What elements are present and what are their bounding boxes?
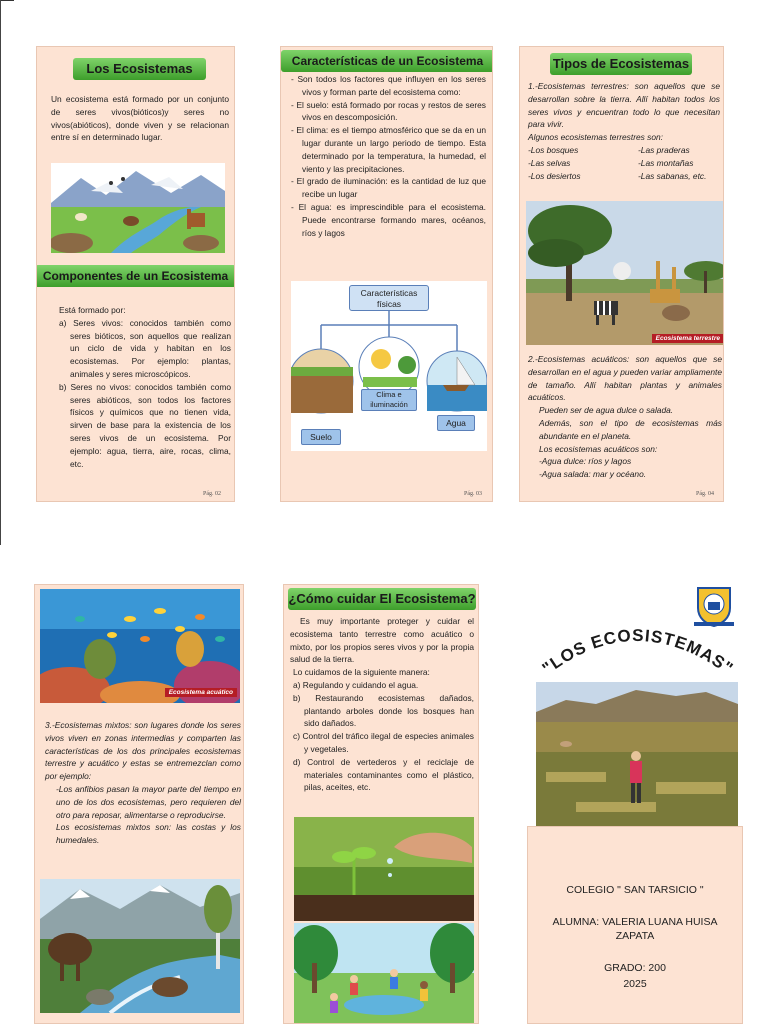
panel-como-cuidar — [283, 584, 479, 1024]
panel-title-tipos: Tipos de Ecosistemas — [550, 53, 692, 75]
mixtos-sub: -Los anfibios pasan la mayor parte del tiempo en uno de los dos ecosistemas, pero requieren del otro para reposar, alimentarse o reproducirse. — [56, 783, 241, 820]
terrestre-item: -Las montañas — [638, 157, 694, 168]
terrestre-item: -Los bosques — [528, 144, 579, 155]
panel-mixtos — [34, 584, 244, 1024]
acuaticos-sub: Los ecosistemas acuáticos son: — [539, 443, 658, 454]
componentes-list — [59, 317, 231, 471]
caracteristica-item: - El agua: es imprescindible para el ecosistema. Puede encontrarse formando mares, océanos, ríos y lagos — [291, 201, 486, 238]
acuaticos-item: -Agua dulce: ríos y lagos — [539, 456, 632, 467]
caracteristica-item: - El clima: es el tiempo atmosférico que se da en un lugar durante un largo periodo de tiempo. Esta determinado por la temperatura, la humedad, el viento y las precipitaciones. — [291, 125, 486, 174]
terrestre-item: -Las selvas — [528, 157, 571, 168]
terrestres-paragraph: 1.-Ecosistemas terrestres: son aquellos que se desarrollan sobre la tierra. Allí habitan todos los seres vivos y encuentran todo lo que necesitan para vivir. — [528, 81, 720, 130]
como-cuidar-text — [290, 615, 474, 794]
panel-title-caracteristicas: Características de un Ecosistema — [281, 50, 493, 72]
panel-title-como-cuidar: ¿Cómo cuidar El Ecosistema? — [288, 588, 476, 610]
page-number: Pág. 02 — [203, 491, 221, 497]
page-number: Pág. 03 — [464, 491, 482, 497]
panel-title-los-ecosistemas: Los Ecosistemas — [73, 58, 206, 80]
terrestre-item: -Las sabanas, etc. — [638, 170, 707, 181]
caracteristicas-diagram — [291, 281, 487, 451]
terrestres-row — [528, 157, 720, 170]
mixtos-text — [45, 719, 241, 847]
terrestre-item: -Las praderas — [638, 144, 690, 155]
terrestre-photo — [526, 201, 724, 345]
grado: GRADO: 200 — [604, 962, 666, 974]
terrestres-row — [528, 144, 720, 157]
como-cuidar-item: d) Control de vertederos y el reciclaje de materiales contaminantes como el plástico, pilas, aceites, etc. — [293, 756, 474, 793]
panel-title-componentes: Componentes de un Ecosistema — [36, 265, 235, 287]
caracteristica-item: - Son todos los factores que influyen en los seres vivos y forman parte del ecosistema como: — [291, 74, 486, 97]
ecosystem-illustration — [51, 163, 225, 253]
como-cuidar-intro: Es muy importante proteger y cuidar el ecosistema tanto terrestre como acuático o mixto, por los propios seres vivos y por la propia salud de la tierra. — [290, 616, 474, 665]
componente-item: a) Seres vivos: conocidos también como seres bióticos, son aquellos que realizan un ciclo de vida y habitan en los ecosistemas. Por ejemplo: plantas, animales y seres microscópicos. — [59, 317, 231, 379]
cover-panel — [536, 584, 738, 826]
cover-title-arc — [536, 594, 738, 694]
como-cuidar-item: a) Regulando y cuidando el agua. — [293, 679, 419, 690]
diagram-node-suelo: Suelo — [301, 429, 341, 445]
componentes-intro: Está formado por: — [59, 305, 126, 315]
anio: 2025 — [623, 978, 647, 990]
cover-landscape-photo — [536, 682, 738, 826]
componentes-text — [59, 304, 231, 470]
como-cuidar-item: b) Restaurando ecosistemas dañados, plantando arboles donde los bosques han sido dañados. — [293, 692, 474, 729]
diagram-node-clima: Clima e iluminación — [361, 389, 417, 411]
panel-los-ecosistemas — [36, 46, 235, 502]
sheet-edge-line — [0, 0, 1, 545]
acuatico-photo-label: Ecosistema acuático — [165, 688, 237, 697]
componente-item: b) Seres no vivos: conocidos también como seres abióticos, son todos los factores físicos y químicos que no tienen vida, sirven de base para la existencia de los seres vivos de un ecosistema. Por ejemplo: agua, tierra, aire, rocas, clima, etc. — [59, 381, 231, 469]
plant-water-photo — [294, 817, 474, 921]
mixtos-sub: Los ecosistemas mixtos son: las costas y los humedales. — [56, 822, 241, 846]
diagram-root-box: Características físicas — [349, 285, 429, 311]
alumna-name: ALUMNA: VALERIA LUANA HUISA ZAPATA — [552, 916, 718, 942]
acuaticos-sub: Además, son el tipo de ecosistemas más abundante en el planeta. — [539, 417, 722, 441]
tipos-terrestres-text — [528, 80, 720, 182]
terrestres-row — [528, 170, 720, 183]
cover-info-panel — [527, 826, 743, 1024]
diagram-node-agua: Agua — [437, 415, 475, 431]
caracteristicas-list — [291, 73, 486, 239]
caracteristica-item: - El grado de iluminación: es la cantidad de luz que recibe un lugar — [291, 176, 486, 200]
terrestre-item: -Los desiertos — [528, 170, 581, 181]
acuaticos-paragraph: 2.-Ecosistemas acuáticos: son aquellos que se desarrollan en el agua y pueden variar ampliamente de tamaño. Allí habitan plantas y animales acuáticos. — [528, 354, 722, 403]
como-cuidar-list — [290, 679, 474, 794]
kids-nature-illustration — [294, 923, 474, 1024]
intro-paragraph: Un ecosistema está formado por un conjunto de seres vivos(bióticos)y seres no vivos(abióticos), donde viven y se relacionan entre sí en determinado lugar. — [51, 94, 229, 143]
algunos-label: Algunos ecosistemas terrestres son: — [528, 132, 663, 143]
cover-title: "LOS ECOSISTEMAS" — [538, 625, 737, 679]
acuaticos-sub: Pueden ser de agua dulce o salada. — [539, 405, 674, 416]
acuaticos-item: -Agua salada: mar y océano. — [539, 469, 647, 480]
svg-text:"LOS ECOSISTEMAS" — [539, 626, 737, 678]
mixtos-paragraph: 3.-Ecosistemas mixtos: son lugares donde los seres vivos viven en zonas intermedias y comparten las características de los dos principales ecosistemas terrestre y acuático y estas se entremezclan como por ejemplo: — [45, 720, 241, 782]
mixto-illustration — [40, 879, 240, 1013]
tipos-acuaticos-text — [528, 353, 722, 481]
acuatico-photo — [40, 589, 240, 703]
como-cuidar-item: c) Control del tráfico ilegal de especies animales y vegetales. — [293, 731, 474, 754]
panel-caracteristicas — [280, 46, 493, 502]
panel-tipos — [519, 46, 724, 502]
terrestre-photo-label: Ecosistema terrestre — [652, 334, 724, 343]
colegio-name: COLEGIO " SAN TARSICIO " — [566, 884, 704, 896]
como-cuidar-manera: Lo cuidamos de la siguiente manera: — [293, 667, 430, 678]
caracteristica-item: - El suelo: está formado por rocas y restos de seres vivos en descomposición. — [291, 99, 486, 123]
page-number: Pág. 04 — [696, 491, 714, 497]
corner-mark — [0, 0, 14, 5]
